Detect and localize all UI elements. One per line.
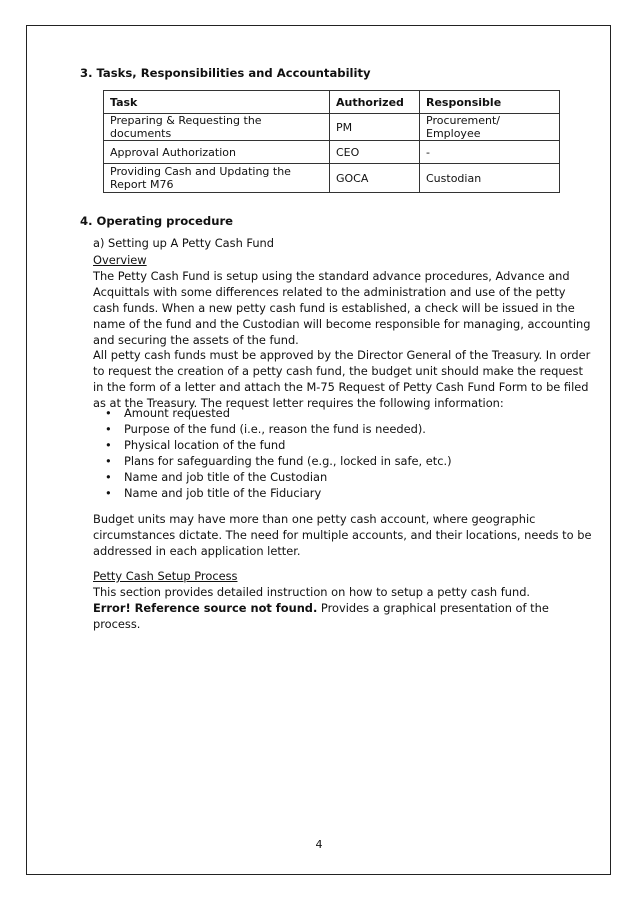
setup-process-title: Petty Cash Setup Process xyxy=(93,569,238,583)
setup-process-block xyxy=(93,569,593,633)
table-cell: Custodian xyxy=(420,164,560,193)
overview-title: Overview xyxy=(93,253,147,267)
budget-units-paragraph: Budget units may have more than one petty cash account, where geographic circumstances dictate. The need for multiple accounts, and their locations, needs to be addressed in each application letter. xyxy=(93,512,592,558)
table-row xyxy=(104,114,560,141)
list-item: • Name and job title of the Custodian xyxy=(93,469,452,485)
subsection-a-heading: a) Setting up A Petty Cash Fund xyxy=(93,236,275,250)
page-number: 4 xyxy=(315,838,323,851)
table-header-row xyxy=(104,91,560,114)
table-cell: Procurement/ Employee xyxy=(420,114,560,141)
list-item: • Purpose of the fund (i.e., reason the fund is needed). xyxy=(93,421,452,437)
header-authorized: Authorized xyxy=(330,91,420,114)
table-row xyxy=(104,164,560,193)
section-3-heading: 3. Tasks, Responsibilities and Accountability xyxy=(80,66,371,80)
list-item: • Name and job title of the Fiduciary xyxy=(93,485,452,501)
table-cell: - xyxy=(420,141,560,164)
required-info-list xyxy=(93,405,452,501)
table-cell: Approval Authorization xyxy=(104,141,330,164)
overview-block xyxy=(93,253,593,412)
table-cell: GOCA xyxy=(330,164,420,193)
table-cell: Providing Cash and Updating the Report M76 xyxy=(104,164,330,193)
overview-paragraph-1: The Petty Cash Fund is setup using the standard advance procedures, Advance and Acquittals with some differences related to the administration and use of the petty cash funds. When a new petty cash fund is established, a check will be issued in the name of the fund and the Custodian will become responsible for managing, accounting and securing the assets of the fund. xyxy=(93,268,591,347)
header-responsible: Responsible xyxy=(420,91,560,114)
tasks-table xyxy=(103,90,560,193)
list-item: • Amount requested xyxy=(93,405,452,421)
list-item: • Plans for safeguarding the fund (e.g., locked in safe, etc.) xyxy=(93,453,452,469)
table-cell: Preparing & Requesting the documents xyxy=(104,114,330,141)
error-reference-line xyxy=(93,601,593,633)
header-task: Task xyxy=(104,91,330,114)
error-reference-text: Error! Reference source not found. xyxy=(93,600,318,615)
section-4-heading: 4. Operating procedure xyxy=(80,214,234,228)
table-row xyxy=(104,141,560,164)
overview-paragraph-2: All petty cash funds must be approved by the Director General of the Treasury. In order to request the creation of a petty cash fund, the budget unit should make the request in the form of a letter and attach the M-75 Request of Petty Cash Fund Form to be filed as at the Treasury. The request letter requires the following information: xyxy=(93,348,591,411)
table-cell: CEO xyxy=(330,141,420,164)
setup-process-paragraph: This section provides detailed instruction on how to setup a petty cash fund. xyxy=(93,584,531,599)
table-cell: PM xyxy=(330,114,420,141)
list-item: • Physical location of the fund xyxy=(93,437,452,453)
error-reference-rest: Provides a graphical presentation of the process. xyxy=(93,600,549,631)
